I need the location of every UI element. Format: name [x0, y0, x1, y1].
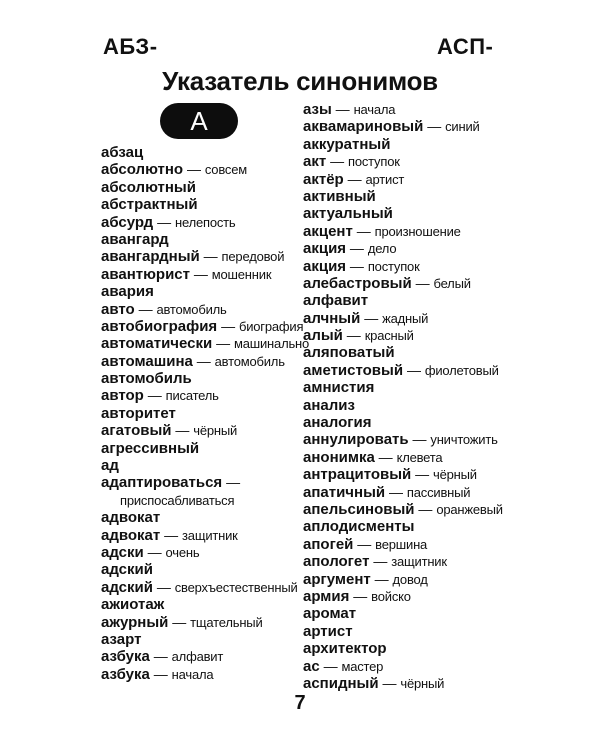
synonym-entry: алчный — жадный [303, 309, 429, 327]
synonym: фиолетовый [424, 362, 499, 378]
headword: акт [303, 153, 327, 171]
synonym: красный [364, 328, 414, 344]
synonym-entry [101, 144, 301, 161]
headword: авторитет [101, 404, 176, 422]
headword: адский [101, 578, 153, 596]
synonym: жадный [382, 310, 429, 326]
synonym-entry: автомашина — автомобиль [101, 352, 285, 370]
synonym: тщательный [190, 614, 263, 630]
synonym: очень [165, 544, 200, 560]
synonym-entry: азбука — алфавит [101, 648, 224, 666]
synonym-entry [101, 440, 301, 457]
synonym: совсем [204, 162, 247, 178]
synonym: поступок [347, 154, 400, 170]
synonym-entry [303, 414, 503, 431]
headword: аналогия [303, 414, 372, 432]
synonym-entry: апатичный — пассивный [303, 483, 471, 501]
synonym-entry: адски — очень [101, 543, 200, 561]
synonym: довод [392, 571, 428, 587]
synonym: машинально [234, 336, 310, 352]
headword: азы [303, 101, 332, 118]
headword: агатовый [101, 422, 172, 440]
synonym: алфавит [171, 649, 224, 665]
synonym: чёрный [193, 423, 238, 439]
synonym: оранжевый [436, 501, 503, 517]
synonym: чёрный [400, 675, 445, 691]
synonym: синий [445, 119, 480, 135]
synonym-entry: актёр — артист [303, 170, 405, 188]
synonym-entry [303, 397, 503, 414]
synonym: чёрный [433, 467, 477, 483]
synonym-entry: апельсиновый — оранжевый [303, 500, 503, 518]
synonym: произношение [374, 223, 461, 239]
synonym-entry [101, 405, 301, 422]
synonym-entry: абсурд — нелепость [101, 213, 236, 231]
headword: аквамариновый [303, 118, 424, 136]
synonym: белый [433, 275, 471, 291]
left-column-entry-list [101, 144, 310, 683]
synonym-entry: акция — дело [303, 240, 397, 258]
synonym-entry [101, 370, 301, 387]
synonym-entry [101, 179, 301, 196]
synonym-entry [303, 623, 503, 640]
synonym-entry: авто — автомобиль [101, 300, 227, 318]
synonym-entry: авангардный — передовой [101, 248, 285, 266]
synonym: писатель [165, 388, 219, 404]
headword: ад [101, 457, 119, 475]
synonym-entry: адский — сверхъестественный [101, 578, 298, 596]
headword: адвокат [101, 509, 161, 527]
page-number: 7 [294, 692, 306, 714]
headword: аккуратный [303, 135, 391, 153]
headword: автомашина [101, 352, 193, 370]
synonym-entry: аннулировать — уничтожить [303, 431, 498, 449]
headword: алчный [303, 309, 361, 327]
synonym-entry: адвокат — защитник [101, 526, 238, 544]
synonym-entry: ас — мастер [303, 657, 384, 675]
synonym: защитник [391, 554, 447, 570]
headword: автобиография [101, 317, 218, 335]
headword: авто [101, 300, 135, 318]
synonym: уничтожить [430, 432, 498, 448]
synonym-entry [101, 596, 301, 613]
headword: автомобиль [101, 370, 192, 388]
synonym-entry: автор — писатель [101, 387, 219, 405]
synonym-entry: аспидный — чёрный [303, 674, 445, 692]
synonym: пассивный [406, 484, 471, 500]
synonym-entry [303, 605, 503, 622]
headword: акцент [303, 222, 353, 240]
synonym-entry: азы — начала [303, 101, 396, 118]
headword: артист [303, 622, 353, 640]
synonym: мастер [341, 658, 384, 674]
headword: алый [303, 327, 343, 345]
synonym: войско [371, 588, 411, 604]
headword: апельсиновый [303, 500, 415, 518]
headword: абстрактный [101, 196, 198, 214]
synonym-entry [303, 344, 503, 361]
synonym-entry: армия — войско [303, 587, 411, 605]
headword: ажиотаж [101, 596, 165, 614]
synonym-entry [303, 379, 503, 396]
headword: антрацитовый [303, 466, 412, 484]
headword: алебастровый [303, 274, 412, 292]
headword: актуальный [303, 205, 393, 223]
synonym: защитник [182, 527, 238, 543]
headword: абсолютный [101, 178, 196, 196]
headword: автор [101, 387, 144, 405]
synonym-entry [303, 188, 503, 205]
headword: ажурный [101, 613, 169, 631]
headword: авария [101, 283, 154, 301]
synonym: приспосабливаться [120, 492, 235, 508]
headword: армия [303, 587, 350, 605]
synonym-entry: аквамариновый — синий [303, 118, 480, 136]
headword: аргумент [303, 570, 371, 588]
headword: азбука [101, 648, 150, 666]
synonym-entry: автобиография — биография [101, 317, 304, 335]
synonym-entry [303, 518, 503, 535]
headword: алфавит [303, 292, 369, 310]
headword: адски [101, 543, 144, 561]
headword: аплодисменты [303, 518, 415, 536]
synonym-entry: апологет — защитник [303, 553, 447, 571]
synonym-entry [101, 509, 301, 526]
synonym-entry: абсолютно — совсем [101, 161, 247, 179]
headword: активный [303, 187, 376, 205]
synonym: мошенник [211, 266, 272, 282]
headword: автоматически [101, 335, 213, 353]
headword: аннулировать [303, 431, 409, 449]
synonym-entry: алебастровый — белый [303, 274, 471, 292]
headword: аляповатый [303, 344, 395, 362]
synonym-entry: алый — красный [303, 327, 414, 345]
synonym-entry: аметистовый — фиолетовый [303, 361, 499, 379]
headword: актёр [303, 170, 344, 188]
synonym-entry: автоматически — машинально [101, 335, 310, 353]
synonym-entry [101, 561, 301, 578]
synonym-entry: азбука — начала [101, 665, 214, 683]
headword: аспидный [303, 674, 379, 692]
headword: агрессивный [101, 439, 200, 457]
synonym-entry: акцент — произношение [303, 222, 461, 240]
synonym: артист [365, 171, 405, 187]
synonym-entry [101, 457, 301, 474]
synonym: вершина [375, 536, 428, 552]
headword: адаптироваться [101, 474, 223, 492]
synonym-entry [101, 231, 301, 248]
synonym-entry [303, 205, 503, 222]
page-title: Указатель синонимов [162, 66, 438, 96]
section-letter-badge: А [160, 103, 238, 139]
synonym-entry: агатовый — чёрный [101, 422, 238, 440]
running-head-right: АСП- [437, 34, 494, 59]
synonym-entry [101, 492, 301, 509]
synonym: клевета [396, 449, 443, 465]
synonym: биография [238, 318, 304, 334]
headword: абсолютно [101, 161, 184, 179]
headword: адвокат [101, 526, 161, 544]
running-head-left: АБЗ- [103, 34, 158, 59]
headword: ас [303, 657, 320, 675]
headword: аромат [303, 605, 357, 623]
headword: азбука [101, 665, 150, 683]
headword: анонимка [303, 448, 375, 466]
headword: амнистия [303, 379, 375, 397]
synonym-entry: авантюрист — мошенник [101, 265, 272, 283]
headword: абзац [101, 144, 144, 161]
synonym-entry: акт — поступок [303, 153, 400, 171]
synonym: автомобиль [214, 353, 285, 369]
headword: азарт [101, 630, 142, 648]
synonym-entry: акция — поступок [303, 257, 420, 275]
headword: акция [303, 240, 347, 258]
headword: абсурд [101, 213, 154, 231]
synonym: начала [171, 666, 214, 682]
headword: апогей [303, 535, 354, 553]
headword: адский [101, 561, 153, 579]
synonym-entry [101, 196, 301, 213]
synonym-entry: антрацитовый — чёрный [303, 466, 477, 484]
synonym: начала [353, 102, 396, 117]
synonym-entry: адаптироваться — [101, 474, 241, 492]
headword: апатичный [303, 483, 386, 501]
synonym: автомобиль [156, 301, 227, 317]
headword: апологет [303, 553, 370, 571]
synonym-entry [303, 136, 503, 153]
headword: архитектор [303, 640, 387, 658]
synonym-entry [101, 631, 301, 648]
headword: авангардный [101, 248, 200, 266]
synonym: сверхъестественный [174, 579, 298, 595]
synonym: нелепость [175, 214, 236, 230]
synonym-entry: апогей — вершина [303, 535, 428, 553]
headword: анализ [303, 396, 355, 414]
synonym-entry: аргумент — довод [303, 570, 428, 588]
synonym-entry: анонимка — клевета [303, 448, 443, 466]
headword: авантюрист [101, 265, 190, 283]
synonym-entry [101, 283, 301, 300]
synonym: дело [367, 241, 397, 257]
synonym-entry: ажурный — тщательный [101, 613, 263, 631]
synonym: поступок [367, 258, 420, 274]
headword: акция [303, 257, 347, 275]
headword: авангард [101, 230, 169, 248]
synonym-entry [303, 640, 503, 657]
right-column-entry-list [303, 101, 503, 692]
synonym: передовой [221, 249, 285, 265]
synonym-entry [303, 292, 503, 309]
headword: аметистовый [303, 361, 404, 379]
